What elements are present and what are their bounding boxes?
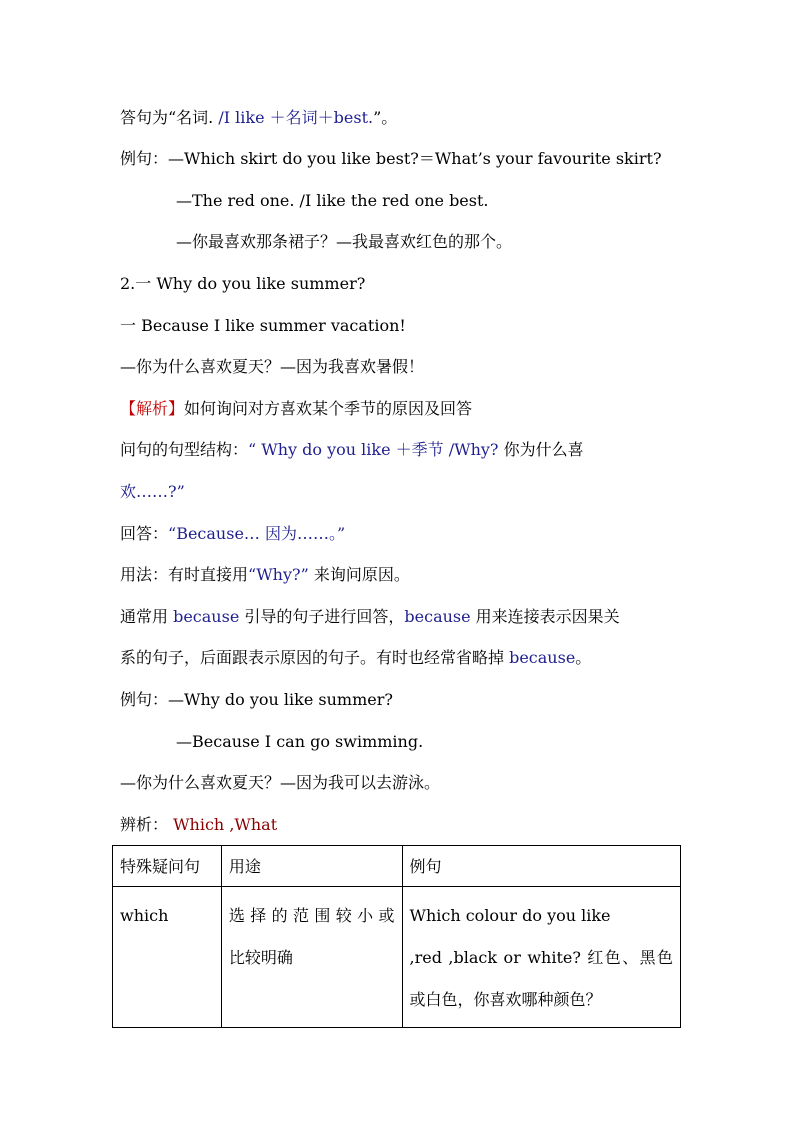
- usage3-because: because: [509, 648, 576, 667]
- example2-question: 例句：—Why do you like summer?: [120, 690, 393, 709]
- dialogue2-translation: —你为什么喜欢夏天？—因为我喜欢暑假！: [120, 357, 425, 376]
- usage-line: [120, 563, 410, 587]
- discern-words: Which ,What: [173, 815, 278, 834]
- header-question-word: 特殊疑问句: [113, 846, 222, 887]
- structure-continuation: 欢……?”: [120, 482, 185, 501]
- example2-translation: —你为什么喜欢夏天？—因为我可以去游泳。: [120, 773, 441, 792]
- cell-usage: [221, 887, 402, 1028]
- structure-line: [120, 438, 676, 462]
- example1-answer: —The red one. /I like the red one best.: [176, 191, 489, 210]
- answer-prefix: 回答：: [120, 524, 169, 543]
- cell-usage-line2: 比较明确: [228, 948, 293, 967]
- cell-example-line2: ,red ,black or white? 红色、黑色: [409, 948, 673, 967]
- structure-pattern: “ Why do you like ＋季节 /Why?: [248, 440, 504, 459]
- cell-example: [402, 887, 681, 1028]
- usage2-text3: 用来连接表示因果关: [470, 607, 620, 626]
- header-usage: 用途: [221, 846, 402, 887]
- usage-why: “Why?”: [248, 565, 309, 584]
- table-header-row: [113, 846, 681, 887]
- cell-example-line3: 或白色，你喜欢哪种颜色？: [409, 990, 602, 1009]
- usage2-line: [120, 605, 620, 629]
- usage3-text2: 。: [575, 648, 592, 667]
- answer-pattern: “Because… 因为……。”: [168, 524, 346, 543]
- answer-form-prefix: 答句为“名词.: [120, 108, 219, 127]
- usage-prefix: 用法：有时直接用: [120, 565, 249, 584]
- example1-question: 例句：—Which skirt do you like best?＝What’s your favourite skirt?: [120, 149, 662, 168]
- usage3-text1: 系的句子，后面跟表示原因的句子。有时也经常省略掉: [120, 648, 510, 667]
- discern-line: [120, 813, 277, 837]
- answer-form-suffix: ”。: [373, 108, 398, 127]
- cell-usage-line1: 选择的范围较小或: [228, 906, 395, 925]
- dialogue2-answer: 一 Because I like summer vacation!: [120, 316, 406, 335]
- cell-which: which: [113, 887, 222, 1028]
- usage2-text1: 通常用: [120, 607, 174, 626]
- dialogue2-question: 2.一 Why do you like summer?: [120, 274, 366, 293]
- example2-answer: —Because I can go swimming.: [176, 732, 424, 751]
- answer-form-line: [120, 106, 397, 130]
- usage3-line: [120, 646, 591, 670]
- usage2-because2: because: [404, 607, 471, 626]
- discern-label: 辨析：: [120, 815, 174, 834]
- structure-meaning: 你为什么喜: [503, 440, 584, 459]
- analysis-tag: 【解析】: [120, 399, 185, 418]
- answer-form-pattern: /I like ＋名词＋best.: [218, 108, 374, 127]
- usage2-because1: because: [173, 607, 240, 626]
- example1-translation: —你最喜欢那条裙子？—我最喜欢红色的那个。: [176, 232, 513, 251]
- structure-prefix: 问句的句型结构：: [120, 440, 249, 459]
- answer-line: [120, 522, 345, 546]
- table-row: [113, 887, 681, 1028]
- analysis-line: [120, 397, 472, 421]
- comparison-table: [112, 845, 681, 1028]
- cell-example-line1: Which colour do you like: [409, 906, 611, 925]
- usage2-text2: 引导的句子进行回答，: [239, 607, 405, 626]
- analysis-text: 如何询问对方喜欢某个季节的原因及回答: [184, 399, 473, 418]
- usage-suffix: 来询问原因。: [308, 565, 410, 584]
- header-example: 例句: [402, 846, 681, 887]
